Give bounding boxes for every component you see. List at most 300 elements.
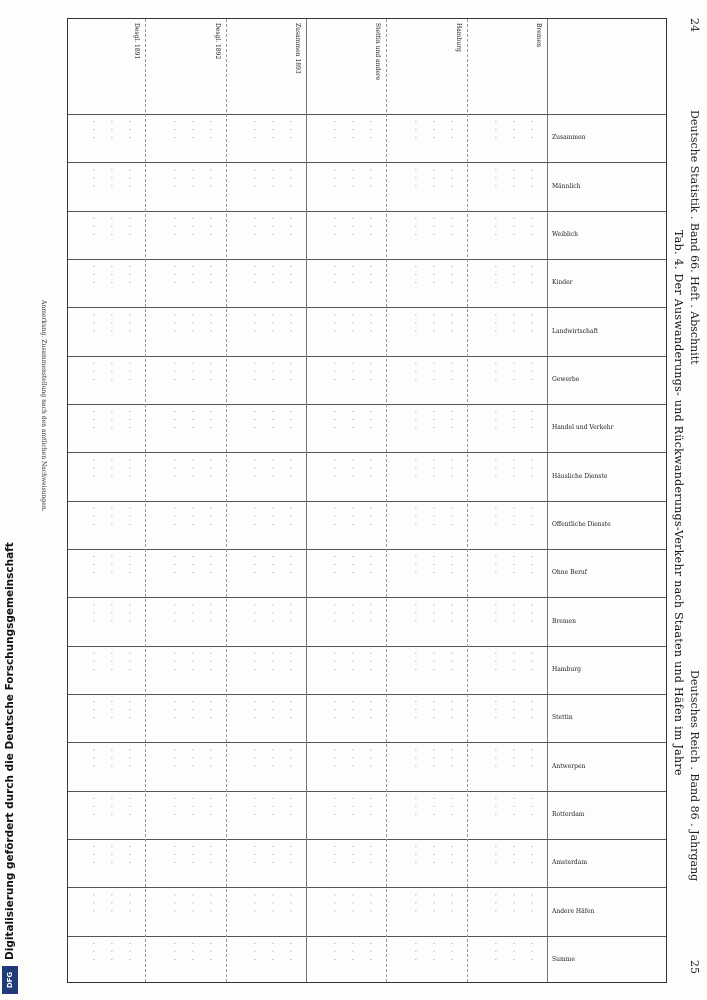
illegible-figure: · · ·: [510, 265, 516, 286]
illegible-figure: · · ·: [367, 555, 374, 576]
illegible-figure: · · ·: [251, 651, 257, 672]
illegible-figure: · · ·: [287, 410, 293, 431]
illegible-figure: · · ·: [492, 941, 498, 962]
illegible-figure: · · ·: [492, 845, 498, 866]
illegible-figure: · · ·: [331, 313, 338, 334]
illegible-figure: · · ·: [108, 651, 115, 672]
illegible-figure: · · ·: [349, 748, 356, 769]
illegible-figure: · · ·: [447, 700, 454, 721]
illegible-figure: · · ·: [492, 168, 498, 189]
illegible-figure: · · ·: [528, 410, 534, 431]
illegible-figure: · · ·: [108, 748, 115, 769]
illegible-figure: · · ·: [126, 603, 133, 624]
illegible-figure: · · ·: [528, 506, 534, 527]
illegible-figure: · · ·: [429, 506, 436, 527]
illegible-figure: · · ·: [429, 651, 436, 672]
illegible-figure: · · ·: [411, 796, 418, 817]
illegible-figure: · · ·: [411, 941, 418, 962]
illegible-figure: · · ·: [269, 506, 275, 527]
illegible-figure: · · ·: [206, 458, 213, 479]
illegible-figure: · · ·: [126, 458, 133, 479]
column-heading: Öffentliche Dienste: [552, 520, 611, 528]
column-divider: [68, 404, 666, 405]
illegible-figure: · · ·: [287, 458, 293, 479]
illegible-figure: · · ·: [429, 216, 436, 237]
column-divider: [68, 887, 666, 888]
illegible-figure: · · ·: [170, 941, 177, 962]
column-divider: [68, 211, 666, 212]
illegible-figure: · · ·: [349, 651, 356, 672]
illegible-figure: · · ·: [269, 168, 275, 189]
illegible-figure: · · ·: [126, 893, 133, 914]
illegible-figure: · · ·: [492, 506, 498, 527]
illegible-figure: · · ·: [206, 410, 213, 431]
illegible-figure: · · ·: [349, 941, 356, 962]
illegible-figure: · · ·: [287, 265, 293, 286]
illegible-figure: · · ·: [206, 361, 213, 382]
illegible-figure: · · ·: [206, 893, 213, 914]
column-heading: Häusliche Dienste: [552, 472, 608, 480]
illegible-figure: · · ·: [206, 168, 213, 189]
row-divider: [226, 19, 227, 982]
illegible-figure: · · ·: [287, 120, 293, 141]
illegible-figure: · · ·: [411, 700, 418, 721]
illegible-figure: · · ·: [188, 555, 195, 576]
illegible-figure: · · ·: [188, 168, 195, 189]
illegible-figure: · · ·: [510, 603, 516, 624]
illegible-figure: · · ·: [126, 845, 133, 866]
illegible-figure: · · ·: [90, 410, 97, 431]
illegible-figure: · · ·: [90, 506, 97, 527]
illegible-figure: · · ·: [251, 700, 257, 721]
illegible-figure: · · ·: [349, 410, 356, 431]
illegible-figure: · · ·: [429, 458, 436, 479]
illegible-figure: · · ·: [90, 796, 97, 817]
illegible-figure: · · ·: [126, 651, 133, 672]
illegible-figure: · · ·: [126, 700, 133, 721]
illegible-figure: · · ·: [331, 748, 338, 769]
column-divider: [68, 839, 666, 840]
illegible-figure: · · ·: [188, 893, 195, 914]
illegible-figure: · · ·: [349, 845, 356, 866]
illegible-figure: · · ·: [126, 168, 133, 189]
illegible-figure: · · ·: [528, 120, 534, 141]
illegible-figure: · · ·: [510, 651, 516, 672]
illegible-figure: · · ·: [108, 313, 115, 334]
column-heading: Hamburg: [552, 665, 581, 673]
illegible-figure: · · ·: [90, 893, 97, 914]
column-divider: [68, 501, 666, 502]
illegible-figure: · · ·: [188, 506, 195, 527]
illegible-figure: · · ·: [331, 651, 338, 672]
illegible-figure: · · ·: [429, 748, 436, 769]
illegible-figure: · · ·: [170, 458, 177, 479]
illegible-figure: · · ·: [492, 651, 498, 672]
illegible-figure: · · ·: [108, 458, 115, 479]
illegible-figure: · · ·: [269, 555, 275, 576]
illegible-figure: · · ·: [251, 603, 257, 624]
illegible-figure: · · ·: [206, 796, 213, 817]
row-divider: [145, 19, 146, 982]
illegible-figure: · · ·: [251, 796, 257, 817]
illegible-figure: · · ·: [528, 265, 534, 286]
illegible-figure: · · ·: [90, 700, 97, 721]
row-label: Zusammen 1893: [294, 23, 301, 74]
illegible-figure: · · ·: [331, 700, 338, 721]
illegible-figure: · · ·: [510, 796, 516, 817]
illegible-figure: · · ·: [126, 313, 133, 334]
illegible-figure: · · ·: [170, 216, 177, 237]
illegible-figure: · · ·: [492, 216, 498, 237]
illegible-figure: · · ·: [367, 216, 374, 237]
illegible-figure: · · ·: [447, 168, 454, 189]
illegible-figure: · · ·: [108, 555, 115, 576]
illegible-figure: · · ·: [90, 748, 97, 769]
illegible-figure: · · ·: [126, 361, 133, 382]
illegible-figure: · · ·: [251, 216, 257, 237]
statistics-table: [67, 18, 667, 983]
column-heading: Andere Häfen: [552, 907, 595, 915]
illegible-figure: · · ·: [108, 506, 115, 527]
illegible-figure: · · ·: [331, 603, 338, 624]
illegible-figure: · · ·: [447, 893, 454, 914]
column-heading: Handel und Verkehr: [552, 424, 614, 432]
illegible-figure: · · ·: [411, 265, 418, 286]
illegible-figure: · · ·: [126, 120, 133, 141]
column-heading: Amsterdam: [552, 859, 588, 867]
illegible-figure: · · ·: [170, 361, 177, 382]
illegible-figure: · · ·: [206, 748, 213, 769]
illegible-figure: · · ·: [90, 120, 97, 141]
illegible-figure: · · ·: [447, 313, 454, 334]
illegible-figure: · · ·: [206, 265, 213, 286]
illegible-figure: · · ·: [331, 845, 338, 866]
illegible-figure: · · ·: [349, 603, 356, 624]
column-heading: Kinder: [552, 279, 573, 287]
illegible-figure: · · ·: [447, 410, 454, 431]
illegible-figure: · · ·: [269, 748, 275, 769]
illegible-figure: · · ·: [492, 313, 498, 334]
illegible-figure: · · ·: [206, 506, 213, 527]
running-header-left: Deutsche Statistik . Band 66. Heft . Abschnitt: [688, 110, 701, 365]
illegible-figure: · · ·: [367, 796, 374, 817]
illegible-figure: · · ·: [331, 168, 338, 189]
illegible-figure: · · ·: [251, 265, 257, 286]
illegible-figure: · · ·: [170, 168, 177, 189]
illegible-figure: · · ·: [447, 120, 454, 141]
illegible-figure: · · ·: [447, 361, 454, 382]
illegible-figure: · · ·: [206, 555, 213, 576]
illegible-figure: · · ·: [287, 506, 293, 527]
illegible-figure: · · ·: [528, 700, 534, 721]
illegible-figure: · · ·: [367, 651, 374, 672]
illegible-figure: · · ·: [269, 120, 275, 141]
illegible-figure: · · ·: [349, 361, 356, 382]
illegible-figure: · · ·: [429, 168, 436, 189]
illegible-figure: · · ·: [269, 651, 275, 672]
illegible-figure: · · ·: [331, 265, 338, 286]
illegible-figure: · · ·: [90, 941, 97, 962]
illegible-figure: · · ·: [528, 748, 534, 769]
illegible-figure: · · ·: [269, 216, 275, 237]
illegible-figure: · · ·: [126, 555, 133, 576]
illegible-figure: · · ·: [411, 458, 418, 479]
illegible-figure: · · ·: [367, 893, 374, 914]
illegible-figure: · · ·: [447, 265, 454, 286]
illegible-figure: · · ·: [90, 313, 97, 334]
illegible-figure: · · ·: [349, 120, 356, 141]
illegible-figure: · · ·: [269, 603, 275, 624]
row-divider: [386, 19, 387, 982]
illegible-figure: · · ·: [447, 506, 454, 527]
column-heading: Antwerpen: [552, 762, 586, 770]
column-heading: Weiblich: [552, 230, 579, 238]
row-divider: [306, 19, 307, 982]
illegible-figure: · · ·: [349, 265, 356, 286]
illegible-figure: · · ·: [206, 845, 213, 866]
illegible-figure: · · ·: [269, 265, 275, 286]
illegible-figure: · · ·: [492, 700, 498, 721]
watermark-text: Digitalisierung gefördert durch die Deutsche Forschungsgemeinschaft: [4, 542, 16, 960]
illegible-figure: · · ·: [206, 603, 213, 624]
illegible-figure: · · ·: [528, 216, 534, 237]
illegible-figure: · · ·: [429, 555, 436, 576]
illegible-figure: · · ·: [90, 458, 97, 479]
row-label: Desgl. 1891: [133, 23, 141, 60]
illegible-figure: · · ·: [367, 410, 374, 431]
illegible-figure: · · ·: [429, 410, 436, 431]
illegible-figure: · · ·: [510, 168, 516, 189]
illegible-figure: · · ·: [269, 458, 275, 479]
illegible-figure: · · ·: [108, 796, 115, 817]
illegible-figure: · · ·: [287, 313, 293, 334]
illegible-figure: · · ·: [411, 506, 418, 527]
illegible-figure: · · ·: [429, 361, 436, 382]
illegible-figure: · · ·: [492, 120, 498, 141]
illegible-figure: · · ·: [287, 893, 293, 914]
illegible-figure: · · ·: [90, 265, 97, 286]
illegible-figure: · · ·: [170, 265, 177, 286]
illegible-figure: · · ·: [251, 458, 257, 479]
illegible-figure: · · ·: [331, 796, 338, 817]
illegible-figure: · · ·: [170, 651, 177, 672]
illegible-figure: · · ·: [447, 796, 454, 817]
illegible-figure: · · ·: [492, 458, 498, 479]
illegible-figure: · · ·: [349, 893, 356, 914]
illegible-figure: · · ·: [269, 796, 275, 817]
illegible-figure: · · ·: [429, 845, 436, 866]
illegible-figure: · · ·: [411, 410, 418, 431]
illegible-figure: · · ·: [411, 216, 418, 237]
illegible-figure: · · ·: [269, 410, 275, 431]
illegible-figure: · · ·: [492, 555, 498, 576]
illegible-figure: · · ·: [206, 700, 213, 721]
illegible-figure: · · ·: [251, 410, 257, 431]
illegible-figure: · · ·: [188, 313, 195, 334]
illegible-figure: · · ·: [528, 458, 534, 479]
illegible-figure: · · ·: [188, 796, 195, 817]
illegible-figure: · · ·: [251, 120, 257, 141]
illegible-figure: · · ·: [251, 941, 257, 962]
illegible-figure: · · ·: [108, 603, 115, 624]
illegible-figure: · · ·: [90, 361, 97, 382]
illegible-figure: · · ·: [170, 120, 177, 141]
illegible-figure: · · ·: [411, 120, 418, 141]
row-label: Hamburg: [454, 23, 462, 52]
illegible-figure: · · ·: [510, 700, 516, 721]
illegible-figure: · · ·: [367, 700, 374, 721]
illegible-figure: · · ·: [367, 120, 374, 141]
illegible-figure: · · ·: [108, 893, 115, 914]
illegible-figure: · · ·: [251, 361, 257, 382]
illegible-figure: · · ·: [510, 361, 516, 382]
illegible-figure: · · ·: [188, 941, 195, 962]
illegible-figure: · · ·: [429, 700, 436, 721]
illegible-figure: · · ·: [447, 458, 454, 479]
illegible-figure: · · ·: [188, 265, 195, 286]
illegible-figure: · · ·: [510, 313, 516, 334]
illegible-figure: · · ·: [331, 458, 338, 479]
illegible-figure: · · ·: [429, 603, 436, 624]
illegible-figure: · · ·: [269, 893, 275, 914]
illegible-figure: · · ·: [108, 120, 115, 141]
illegible-figure: · · ·: [90, 555, 97, 576]
illegible-figure: · · ·: [126, 796, 133, 817]
illegible-figure: · · ·: [429, 893, 436, 914]
illegible-figure: · · ·: [170, 748, 177, 769]
illegible-figure: · · ·: [331, 410, 338, 431]
illegible-figure: · · ·: [528, 313, 534, 334]
column-heading: Stettin: [552, 714, 573, 722]
illegible-figure: · · ·: [447, 941, 454, 962]
illegible-figure: · · ·: [447, 748, 454, 769]
illegible-figure: · · ·: [269, 845, 275, 866]
illegible-figure: · · ·: [349, 313, 356, 334]
illegible-figure: · · ·: [447, 651, 454, 672]
running-header-right: Deutsches Reich . Band 86 . Jahrgang: [688, 670, 701, 882]
illegible-figure: · · ·: [411, 603, 418, 624]
illegible-figure: · · ·: [90, 651, 97, 672]
illegible-figure: · · ·: [429, 265, 436, 286]
illegible-figure: · · ·: [510, 458, 516, 479]
illegible-figure: · · ·: [126, 941, 133, 962]
illegible-figure: · · ·: [510, 845, 516, 866]
illegible-figure: · · ·: [411, 361, 418, 382]
illegible-figure: · · ·: [170, 555, 177, 576]
illegible-figure: · · ·: [447, 555, 454, 576]
illegible-figure: · · ·: [108, 168, 115, 189]
column-divider: [68, 307, 666, 308]
illegible-figure: · · ·: [510, 506, 516, 527]
illegible-figure: · · ·: [367, 458, 374, 479]
illegible-figure: · · ·: [331, 506, 338, 527]
illegible-figure: · · ·: [349, 796, 356, 817]
illegible-figure: · · ·: [510, 410, 516, 431]
illegible-figure: · · ·: [170, 893, 177, 914]
illegible-figure: · · ·: [188, 845, 195, 866]
illegible-figure: · · ·: [188, 216, 195, 237]
illegible-figure: · · ·: [528, 651, 534, 672]
dfg-logo: [2, 966, 18, 994]
illegible-figure: · · ·: [492, 410, 498, 431]
illegible-figure: · · ·: [331, 941, 338, 962]
illegible-figure: · · ·: [126, 265, 133, 286]
illegible-figure: · · ·: [251, 506, 257, 527]
column-divider: [68, 694, 666, 695]
illegible-figure: · · ·: [447, 216, 454, 237]
illegible-figure: · · ·: [170, 845, 177, 866]
illegible-figure: · · ·: [528, 168, 534, 189]
illegible-figure: · · ·: [188, 651, 195, 672]
illegible-figure: · · ·: [287, 748, 293, 769]
illegible-figure: · · ·: [287, 651, 293, 672]
column-divider: [68, 742, 666, 743]
illegible-figure: · · ·: [188, 361, 195, 382]
illegible-figure: · · ·: [206, 651, 213, 672]
illegible-figure: · · ·: [367, 168, 374, 189]
illegible-figure: · · ·: [429, 313, 436, 334]
illegible-figure: · · ·: [269, 700, 275, 721]
illegible-figure: · · ·: [367, 361, 374, 382]
column-heading: Landwirtschaft: [552, 327, 599, 335]
illegible-figure: · · ·: [349, 216, 356, 237]
illegible-figure: · · ·: [251, 845, 257, 866]
illegible-figure: · · ·: [331, 361, 338, 382]
illegible-figure: · · ·: [411, 555, 418, 576]
illegible-figure: · · ·: [287, 216, 293, 237]
illegible-figure: · · ·: [528, 941, 534, 962]
illegible-figure: · · ·: [528, 603, 534, 624]
illegible-figure: · · ·: [108, 216, 115, 237]
illegible-figure: · · ·: [528, 796, 534, 817]
illegible-figure: · · ·: [510, 555, 516, 576]
illegible-figure: · · ·: [510, 748, 516, 769]
illegible-figure: · · ·: [108, 845, 115, 866]
illegible-figure: · · ·: [287, 603, 293, 624]
illegible-figure: · · ·: [108, 941, 115, 962]
illegible-figure: · · ·: [367, 748, 374, 769]
illegible-figure: · · ·: [331, 555, 338, 576]
illegible-figure: · · ·: [331, 120, 338, 141]
illegible-figure: · · ·: [287, 700, 293, 721]
illegible-figure: · · ·: [528, 555, 534, 576]
illegible-figure: · · ·: [170, 700, 177, 721]
illegible-figure: · · ·: [367, 506, 374, 527]
illegible-figure: · · ·: [90, 603, 97, 624]
illegible-figure: · · ·: [349, 700, 356, 721]
column-divider: [68, 549, 666, 550]
illegible-figure: · · ·: [510, 216, 516, 237]
column-divider: [68, 936, 666, 937]
illegible-figure: · · ·: [510, 941, 516, 962]
illegible-figure: · · ·: [108, 410, 115, 431]
table-title: Tab. 4. Der Auswanderungs- und Rückwanderungs-Verkehr nach Staaten und Häfen im Jahre: [672, 230, 685, 776]
illegible-figure: · · ·: [90, 168, 97, 189]
illegible-figure: · · ·: [170, 506, 177, 527]
illegible-figure: · · ·: [126, 506, 133, 527]
illegible-figure: · · ·: [331, 893, 338, 914]
illegible-figure: · · ·: [510, 893, 516, 914]
illegible-figure: · · ·: [170, 313, 177, 334]
illegible-figure: · · ·: [492, 893, 498, 914]
illegible-figure: · · ·: [126, 410, 133, 431]
column-heading: Männlich: [552, 182, 581, 190]
illegible-figure: · · ·: [287, 555, 293, 576]
illegible-figure: · · ·: [367, 313, 374, 334]
label-separator: [68, 114, 666, 115]
illegible-figure: · · ·: [170, 796, 177, 817]
illegible-figure: · · ·: [251, 313, 257, 334]
